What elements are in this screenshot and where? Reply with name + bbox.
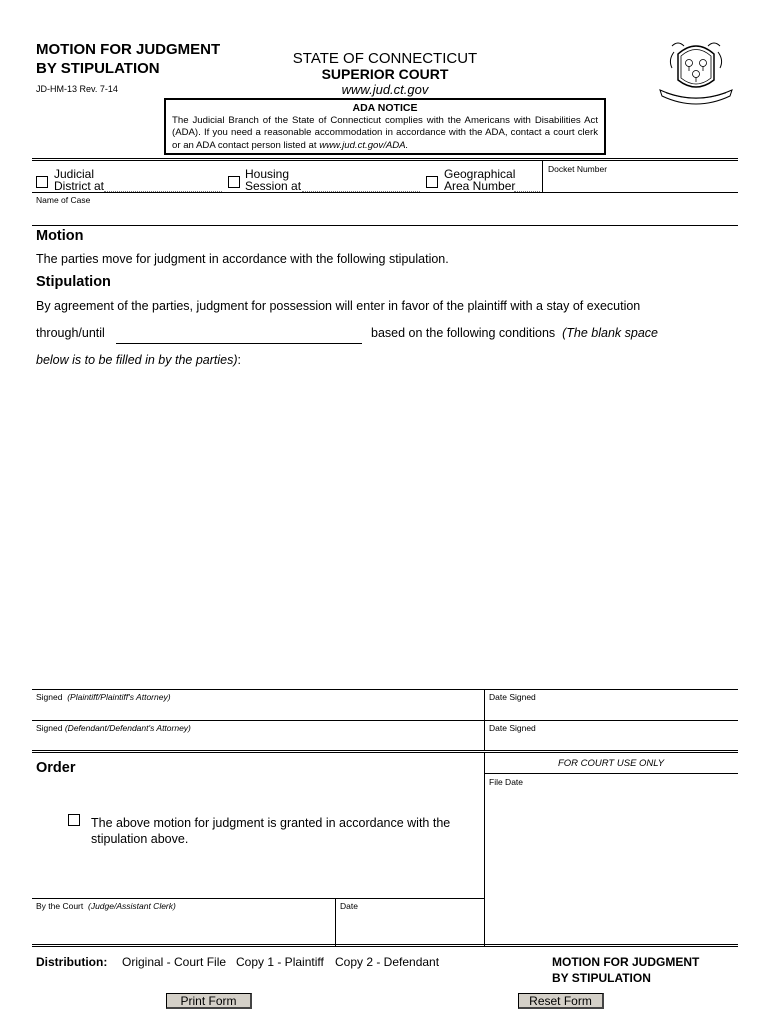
row-divider bbox=[484, 773, 738, 774]
defendant-signature-label: Signed (Defendant/Defendant's Attorney) bbox=[36, 723, 191, 733]
footer-form-title: MOTION FOR JUDGMENT BY STIPULATION bbox=[552, 955, 700, 985]
conditions-textarea[interactable] bbox=[36, 372, 736, 686]
docket-number-label: Docket Number bbox=[548, 164, 608, 174]
section-divider bbox=[32, 944, 738, 947]
row-divider bbox=[32, 225, 738, 226]
through-until-field[interactable] bbox=[116, 343, 362, 344]
row-divider bbox=[32, 720, 738, 721]
section-divider bbox=[32, 158, 738, 161]
distribution-label: Distribution: bbox=[36, 955, 108, 969]
print-form-button[interactable]: Print Form bbox=[166, 993, 252, 1009]
through-until-label: through/until bbox=[36, 326, 105, 340]
blank-space-note: below is to be filled in by the parties): bbox=[36, 353, 241, 367]
motion-heading: Motion bbox=[36, 228, 84, 244]
row-divider bbox=[32, 898, 484, 899]
plaintiff-signature-label: Signed (Plaintiff/Plaintiff's Attorney) bbox=[36, 692, 171, 702]
ada-link[interactable]: www.jud.ct.gov/ADA. bbox=[319, 139, 409, 151]
order-date-label: Date bbox=[340, 901, 358, 911]
ada-notice bbox=[164, 98, 606, 155]
row-divider bbox=[32, 689, 738, 690]
motion-text: The parties move for judgment in accordance with the following stipulation. bbox=[36, 252, 449, 266]
row-divider bbox=[32, 192, 738, 193]
file-date-label: File Date bbox=[489, 777, 524, 787]
housing-session-checkbox[interactable] bbox=[228, 176, 240, 188]
order-heading: Order bbox=[36, 760, 76, 776]
column-divider bbox=[484, 753, 485, 946]
based-on-conditions: based on the following conditions (The blank space bbox=[371, 326, 658, 340]
stipulation-text: By agreement of the parties, judgment for possession will enter in favor of the plaintiff with a stay of execution bbox=[36, 299, 641, 313]
geographical-area-checkbox[interactable] bbox=[426, 176, 438, 188]
geographical-area-label: Geographical Area Number bbox=[444, 167, 516, 193]
distribution-copy-1: Copy 1 - Plaintiff bbox=[236, 955, 324, 969]
website-link[interactable]: www.jud.ct.gov bbox=[341, 82, 429, 97]
distribution-original: Original - Court File bbox=[122, 955, 227, 969]
case-name-label: Name of Case bbox=[36, 195, 91, 205]
ada-notice-text: The Judicial Branch of the State of Connecticut complies with the Americans with Disabilities Act (ADA). If you need a reasonable accommodation in accordance with the ADA, contact a court clerk or an ADA contact person listed at www.jud.ct.gov/ADA. bbox=[172, 114, 598, 151]
stipulation-heading: Stipulation bbox=[36, 274, 111, 290]
form-number: JD-HM-13 Rev. 7-14 bbox=[36, 84, 118, 94]
state-name: STATE OF CONNECTICUT bbox=[292, 50, 478, 67]
plaintiff-date-signed-label: Date Signed bbox=[489, 692, 536, 702]
motion-granted-label: The above motion for judgment is granted in accordance with the stipulation above. bbox=[91, 816, 451, 846]
judicial-district-checkbox[interactable] bbox=[36, 176, 48, 188]
housing-session-label: Housing Session at bbox=[245, 167, 302, 193]
ada-notice-title: ADA NOTICE bbox=[352, 102, 418, 114]
reset-form-button[interactable]: Reset Form bbox=[518, 993, 604, 1009]
form-title: MOTION FOR JUDGMENT BY STIPULATION bbox=[36, 41, 221, 77]
section-divider bbox=[32, 750, 738, 753]
by-the-court-label: By the Court (Judge/Assistant Clerk) bbox=[36, 901, 176, 911]
judicial-district-label: Judicial District at bbox=[54, 167, 105, 193]
distribution-copy-2: Copy 2 - Defendant bbox=[335, 955, 440, 969]
court-name: SUPERIOR COURT bbox=[321, 66, 449, 82]
court-use-only-label: FOR COURT USE ONLY bbox=[557, 758, 665, 769]
column-divider bbox=[335, 898, 336, 946]
state-seal-icon bbox=[656, 36, 736, 106]
defendant-date-signed-label: Date Signed bbox=[489, 723, 536, 733]
motion-granted-checkbox[interactable] bbox=[68, 814, 80, 826]
column-divider bbox=[542, 160, 543, 192]
